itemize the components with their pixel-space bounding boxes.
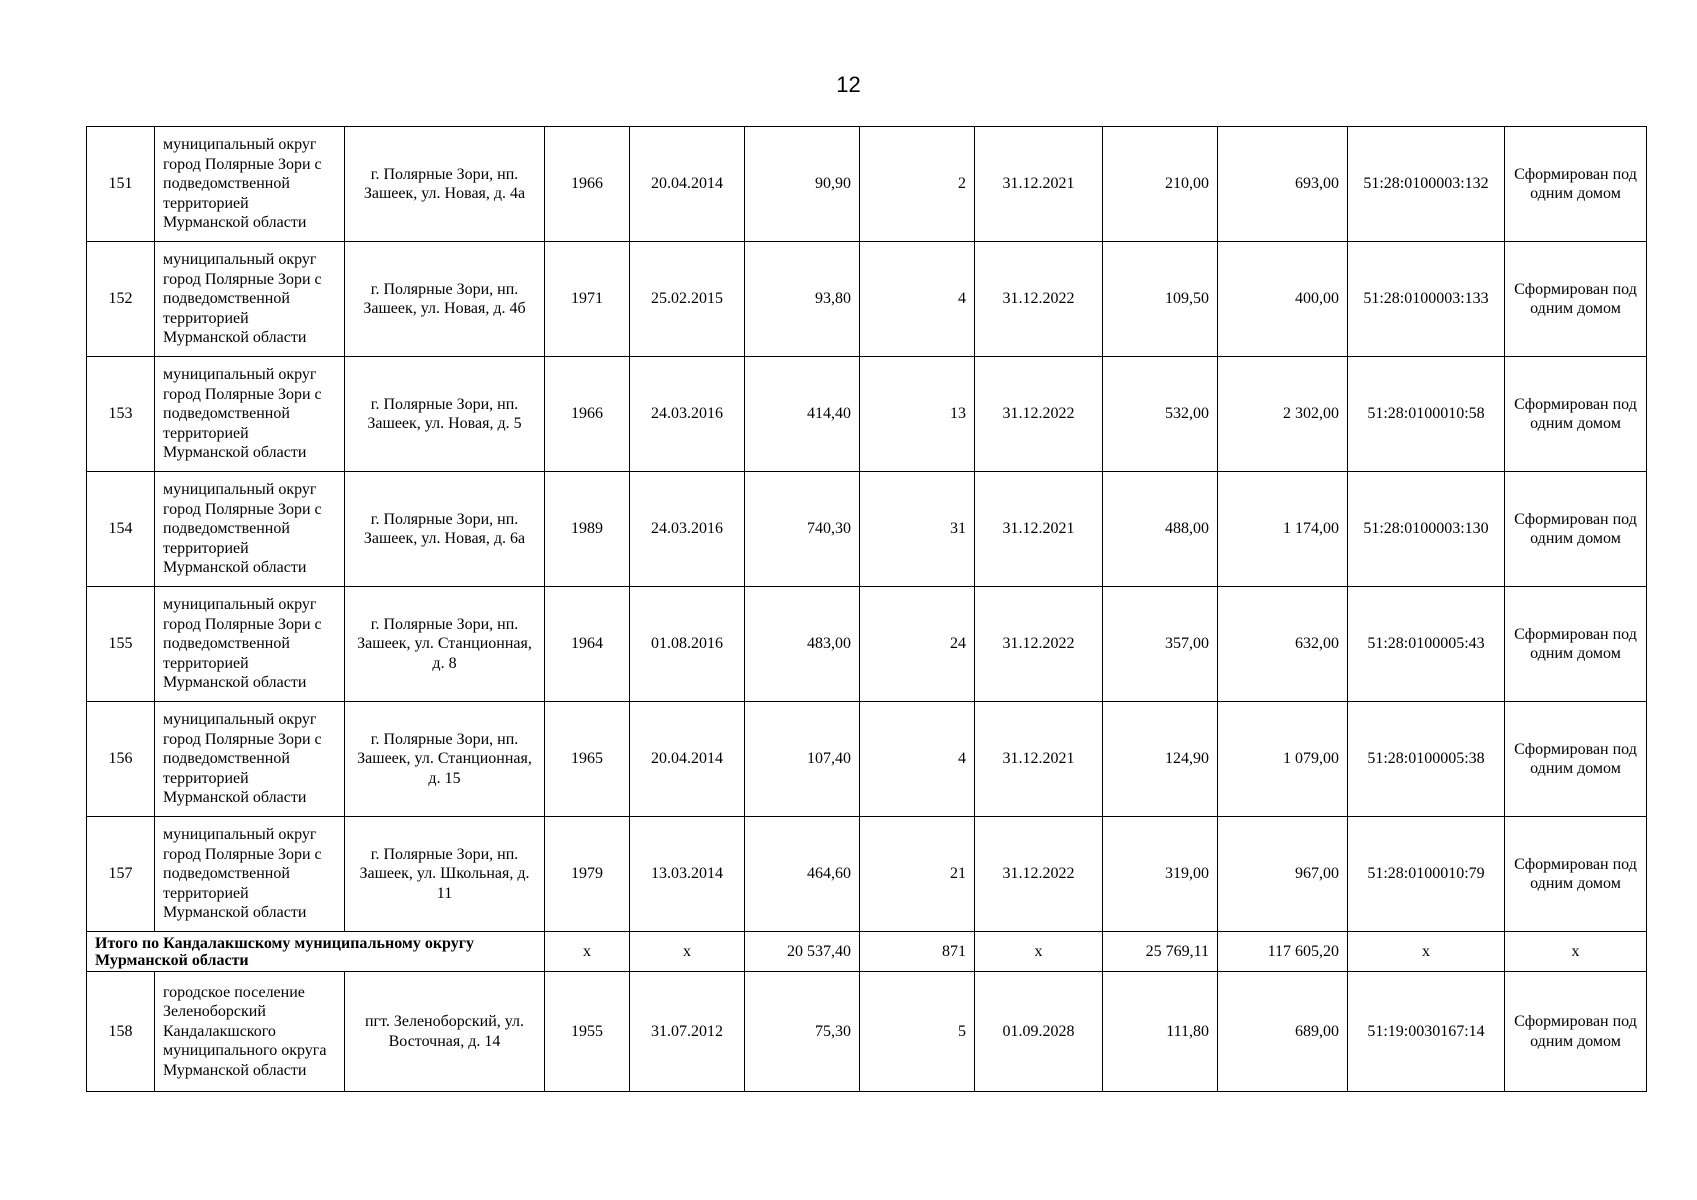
value1-cell: 124,90 [1103, 702, 1218, 817]
year-cell: 1971 [545, 242, 630, 357]
row-number: 158 [87, 972, 155, 1092]
count-cell: 4 [860, 242, 975, 357]
area-cell: 414,40 [745, 357, 860, 472]
count-cell: 24 [860, 587, 975, 702]
row-number: 157 [87, 817, 155, 932]
year-cell: 1979 [545, 817, 630, 932]
row-number: 154 [87, 472, 155, 587]
cadastral-cell: 51:28:0100005:43 [1348, 587, 1505, 702]
total-value1-cell: 25 769,11 [1103, 932, 1218, 972]
deadline-cell: 31.12.2022 [975, 357, 1103, 472]
area-cell: 75,30 [745, 972, 860, 1092]
status-cell: Сформирован под одним домом [1505, 357, 1647, 472]
address-cell: г. Полярные Зори, нп. Зашеек, ул. Новая, д. 4а [345, 127, 545, 242]
housing-registry-table [86, 126, 1647, 1092]
address-cell: г. Полярные Зори, нп. Зашеек, ул. Новая, д. 4б [345, 242, 545, 357]
row-number: 155 [87, 587, 155, 702]
status-cell: Сформирован под одним домом [1505, 817, 1647, 932]
total-status-cell: х [1505, 932, 1647, 972]
deadline-cell: 01.09.2028 [975, 972, 1103, 1092]
status-cell: Сформирован под одним домом [1505, 242, 1647, 357]
value2-cell: 400,00 [1218, 242, 1348, 357]
value1-cell: 357,00 [1103, 587, 1218, 702]
table-row [87, 357, 1647, 472]
count-cell: 21 [860, 817, 975, 932]
count-cell: 4 [860, 702, 975, 817]
table-row [87, 472, 1647, 587]
deadline-cell: 31.12.2022 [975, 817, 1103, 932]
status-cell: Сформирован под одним домом [1505, 472, 1647, 587]
value2-cell: 2 302,00 [1218, 357, 1348, 472]
area-cell: 90,90 [745, 127, 860, 242]
table-row [87, 817, 1647, 932]
area-cell: 464,60 [745, 817, 860, 932]
total-year-cell: х [545, 932, 630, 972]
year-cell: 1964 [545, 587, 630, 702]
value1-cell: 319,00 [1103, 817, 1218, 932]
value1-cell: 109,50 [1103, 242, 1218, 357]
deadline-cell: 31.12.2022 [975, 587, 1103, 702]
value2-cell: 689,00 [1218, 972, 1348, 1092]
table-row [87, 972, 1647, 1092]
count-cell: 2 [860, 127, 975, 242]
total-label: Итого по Кандалакшскому муниципальному округу Мурманской области [87, 932, 545, 972]
table-row [87, 242, 1647, 357]
date-cell: 20.04.2014 [630, 127, 745, 242]
deadline-cell: 31.12.2021 [975, 127, 1103, 242]
area-cell: 93,80 [745, 242, 860, 357]
municipality-cell: муниципальный округ город Полярные Зори с подведомственной территорией Мурманской области [155, 472, 345, 587]
value1-cell: 532,00 [1103, 357, 1218, 472]
date-cell: 01.08.2016 [630, 587, 745, 702]
cadastral-cell: 51:28:0100003:132 [1348, 127, 1505, 242]
cadastral-cell: 51:28:0100005:38 [1348, 702, 1505, 817]
municipality-cell: муниципальный округ город Полярные Зори с подведомственной территорией Мурманской области [155, 817, 345, 932]
status-cell: Сформирован под одним домом [1505, 587, 1647, 702]
address-cell: г. Полярные Зори, нп. Зашеек, ул. Станционная, д. 8 [345, 587, 545, 702]
value1-cell: 488,00 [1103, 472, 1218, 587]
deadline-cell: 31.12.2022 [975, 242, 1103, 357]
count-cell: 5 [860, 972, 975, 1092]
year-cell: 1965 [545, 702, 630, 817]
cadastral-cell: 51:19:0030167:14 [1348, 972, 1505, 1092]
table-body [87, 127, 1647, 1092]
deadline-cell: 31.12.2021 [975, 702, 1103, 817]
cadastral-cell: 51:28:0100003:133 [1348, 242, 1505, 357]
cadastral-cell: 51:28:0100003:130 [1348, 472, 1505, 587]
count-cell: 31 [860, 472, 975, 587]
deadline-cell: 31.12.2021 [975, 472, 1103, 587]
value2-cell: 632,00 [1218, 587, 1348, 702]
cadastral-cell: 51:28:0100010:79 [1348, 817, 1505, 932]
year-cell: 1989 [545, 472, 630, 587]
row-number: 152 [87, 242, 155, 357]
total-row [87, 932, 1647, 972]
municipality-cell: муниципальный округ город Полярные Зори с подведомственной территорией Мурманской области [155, 702, 345, 817]
area-cell: 740,30 [745, 472, 860, 587]
status-cell: Сформирован под одним домом [1505, 127, 1647, 242]
address-cell: г. Полярные Зори, нп. Зашеек, ул. Школьная, д. 11 [345, 817, 545, 932]
municipality-cell: муниципальный округ город Полярные Зори с подведомственной территорией Мурманской области [155, 357, 345, 472]
area-cell: 107,40 [745, 702, 860, 817]
table-row [87, 587, 1647, 702]
year-cell: 1966 [545, 357, 630, 472]
total-date-cell: х [630, 932, 745, 972]
address-cell: г. Полярные Зори, нп. Зашеек, ул. Новая, д. 6а [345, 472, 545, 587]
total-deadline-cell: х [975, 932, 1103, 972]
date-cell: 24.03.2016 [630, 472, 745, 587]
address-cell: г. Полярные Зори, нп. Зашеек, ул. Новая, д. 5 [345, 357, 545, 472]
total-value2-cell: 117 605,20 [1218, 932, 1348, 972]
date-cell: 25.02.2015 [630, 242, 745, 357]
count-cell: 13 [860, 357, 975, 472]
table-row [87, 702, 1647, 817]
row-number: 151 [87, 127, 155, 242]
row-number: 153 [87, 357, 155, 472]
value2-cell: 967,00 [1218, 817, 1348, 932]
address-cell: пгт. Зеленоборский, ул. Восточная, д. 14 [345, 972, 545, 1092]
municipality-cell: муниципальный округ город Полярные Зори с подведомственной территорией Мурманской области [155, 587, 345, 702]
date-cell: 31.07.2012 [630, 972, 745, 1092]
page-number: 12 [836, 72, 861, 97]
date-cell: 20.04.2014 [630, 702, 745, 817]
total-cadastral-cell: х [1348, 932, 1505, 972]
value2-cell: 693,00 [1218, 127, 1348, 242]
year-cell: 1955 [545, 972, 630, 1092]
row-number: 156 [87, 702, 155, 817]
value1-cell: 111,80 [1103, 972, 1218, 1092]
cadastral-cell: 51:28:0100010:58 [1348, 357, 1505, 472]
date-cell: 24.03.2016 [630, 357, 745, 472]
municipality-cell: муниципальный округ город Полярные Зори с подведомственной территорией Мурманской области [155, 242, 345, 357]
value2-cell: 1 174,00 [1218, 472, 1348, 587]
status-cell: Сформирован под одним домом [1505, 702, 1647, 817]
status-cell: Сформирован под одним домом [1505, 972, 1647, 1092]
address-cell: г. Полярные Зори, нп. Зашеек, ул. Станционная, д. 15 [345, 702, 545, 817]
total-area-cell: 20 537,40 [745, 932, 860, 972]
year-cell: 1966 [545, 127, 630, 242]
total-count-cell: 871 [860, 932, 975, 972]
municipality-cell: муниципальный округ город Полярные Зори с подведомственной территорией Мурманской области [155, 127, 345, 242]
table-row [87, 127, 1647, 242]
date-cell: 13.03.2014 [630, 817, 745, 932]
value1-cell: 210,00 [1103, 127, 1218, 242]
municipality-cell: городское поселение Зеленоборский Кандалакшского муниципального округа Мурманской области [155, 972, 345, 1092]
value2-cell: 1 079,00 [1218, 702, 1348, 817]
area-cell: 483,00 [745, 587, 860, 702]
